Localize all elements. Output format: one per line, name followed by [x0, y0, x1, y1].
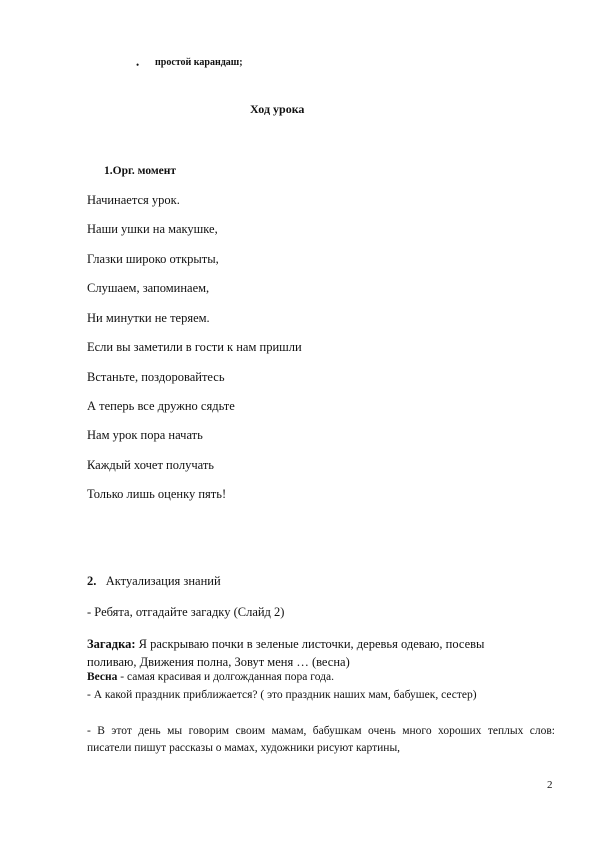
body-paragraph: - В этот день мы говорим своим мамам, бабушкам очень много хороших теплых слов: писатели пишут рассказы о мамах, художники рисуют картины,: [87, 725, 555, 754]
riddle-prompt: - Ребята, отгадайте загадку (Слайд 2): [87, 605, 285, 619]
poem-line: Если вы заметили в гости к нам пришли: [87, 340, 302, 354]
riddle-paragraph: [87, 635, 527, 671]
riddle-label: Загадка:: [87, 637, 136, 651]
materials-item: простой карандаш;: [155, 57, 243, 68]
poem-line: А теперь все дружно сядьте: [87, 399, 235, 413]
page-heading: Ход урока: [250, 102, 305, 116]
poem-line: Начинается урок.: [87, 193, 180, 207]
spring-text: - самая красивая и долгожданная пора года.: [117, 671, 334, 683]
poem-line: Наши ушки на макушке,: [87, 222, 218, 236]
poem-line: Каждый хочет получать: [87, 458, 214, 472]
poem-line: Нам урок пора начать: [87, 428, 203, 442]
section-2-title: [87, 574, 221, 589]
poem-line: Слушаем, запоминаем,: [87, 281, 210, 295]
list-bullet: •: [136, 60, 140, 70]
question-paragraph: - А какой праздник приближается? ( это праздник наших мам, бабушек, сестер): [87, 689, 477, 701]
poem-line: Глазки широко открыты,: [87, 252, 219, 266]
section-1-title: 1.Орг. момент: [104, 165, 177, 177]
poem-line: Только лишь оценку пять!: [87, 487, 227, 501]
spring-paragraph: [87, 669, 555, 686]
poem-line: Встаньте, поздоровайтесь: [87, 370, 225, 384]
riddle-text: Я раскрываю почки в зеленые листочки, деревья одеваю, посевы поливаю, Движения полна, Зовут меня … (весна): [87, 637, 485, 669]
poem-line: Ни минутки не теряем.: [87, 311, 210, 325]
page-number: 2: [547, 779, 553, 791]
section-2-number: 2.: [87, 574, 97, 588]
section-2-label: Актуализация знаний: [105, 574, 221, 588]
spring-label: Весна: [87, 671, 118, 683]
